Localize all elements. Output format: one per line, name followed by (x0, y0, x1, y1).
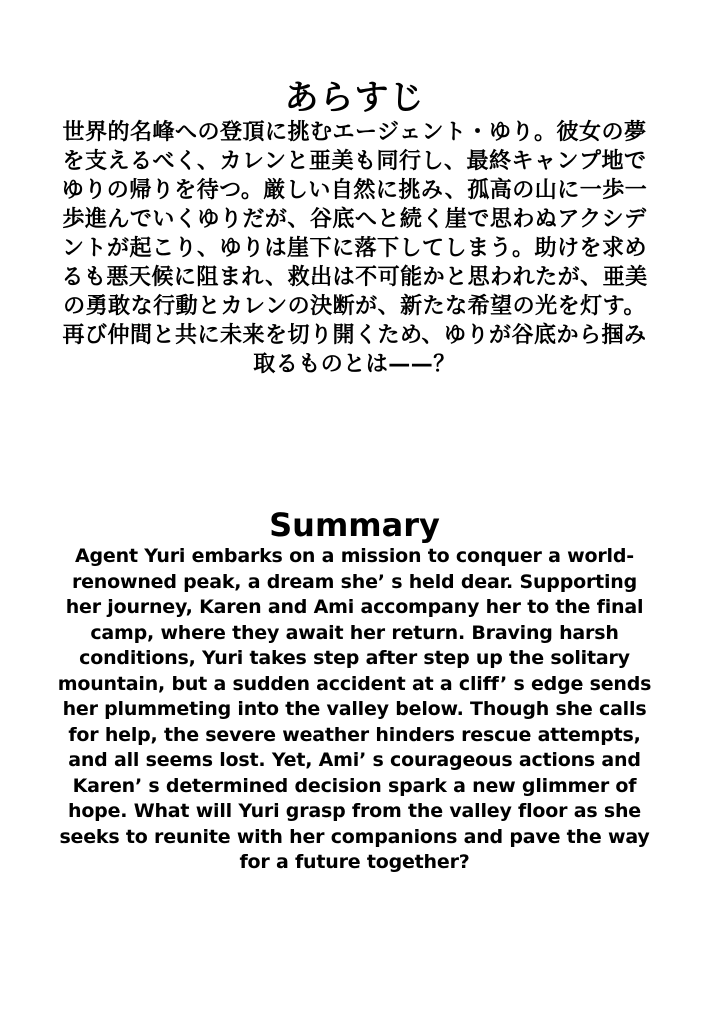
english-summary-line: hope. What will Yuri grasp from the valley floor as she (68, 800, 641, 822)
japanese-synopsis-line: 再び仲間と共に未来を切り開くため、ゆりが谷底から掴み (62, 323, 647, 348)
english-summary-line: Agent Yuri embarks on a mission to conquer a world- (75, 545, 634, 567)
english-summary-line: Karen’ s determined decision spark a new glimmer of (72, 774, 637, 797)
english-summary-line: her plummeting into the valley below. Though she calls (62, 698, 647, 720)
english-summary-line: conditions, Yuri takes step after step up the solitary (79, 647, 630, 669)
english-summary-line: her journey, Karen and Ami accompany her to the final (65, 596, 644, 618)
english-summary-line: renowned peak, a dream she’ s held dear. Supporting (71, 570, 638, 593)
english-summary-line: for a future together? (239, 851, 470, 873)
japanese-synopsis-line: の勇敢な行動とカレンの決断が、新たな希望の光を灯す。 (63, 294, 646, 319)
japanese-synopsis-heading: あらすじ (284, 78, 425, 118)
english-summary-line: camp, where they await her return. Braving harsh (90, 621, 619, 644)
english-summary-line: mountain, but a sudden accident at a cliff’ s edge sends (57, 672, 652, 695)
english-summary-line: for help, the severe weather hinders rescue attempts, (68, 723, 641, 746)
japanese-synopsis-section (0, 78, 709, 379)
japanese-synopsis-line: ゆりの帰りを待つ。厳しい自然に挑み、孤高の山に一歩一 (61, 178, 648, 203)
japanese-synopsis-line: 歩進んでいくゆりだが、谷底へと続く崖で思わぬアクシデ (62, 207, 647, 232)
japanese-synopsis-line: 取るものとは——？ (253, 352, 456, 377)
english-summary-line: and all seems lost. Yet, Ami’ s courageous actions and (68, 749, 641, 771)
japanese-synopsis-line: を支えるべく、カレンと亜美も同行し、最終キャンプ地で (62, 149, 647, 174)
english-summary-heading: Summary (269, 506, 440, 544)
japanese-synopsis-line: ントが起こり、ゆりは崖下に落下してしまう。助けを求め (61, 236, 647, 261)
japanese-synopsis-body (0, 118, 709, 379)
japanese-synopsis-line: るも悪天候に阻まれ、救出は不可能かと思われたが、亜美 (61, 265, 648, 290)
english-summary-line: seeks to reunite with her companions and pave the way (59, 825, 650, 848)
english-summary-body (0, 544, 709, 876)
english-summary-section (0, 506, 709, 876)
japanese-synopsis-line: 世界的名峰への登頂に挑むエージェント・ゆり。彼女の夢 (62, 120, 647, 145)
